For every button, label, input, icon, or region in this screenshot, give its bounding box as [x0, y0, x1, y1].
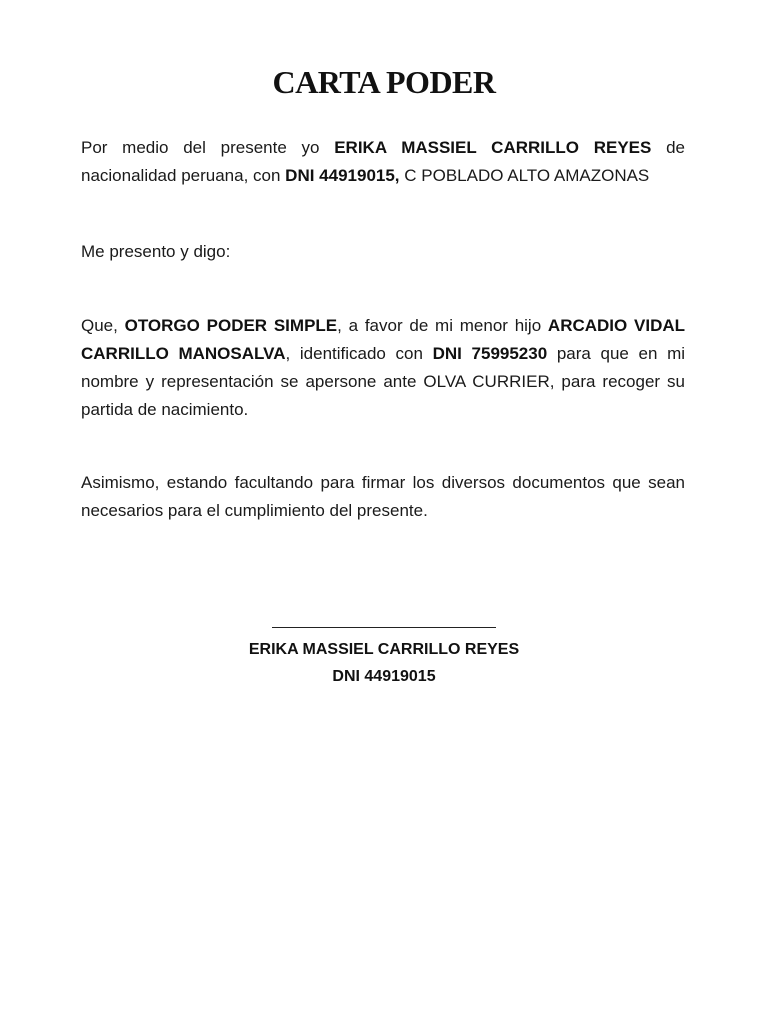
- intro-text-3: C POBLADO ALTO AMAZONAS: [399, 166, 650, 185]
- document-title: CARTA PODER: [272, 64, 496, 100]
- signature-dni: DNI 44919015: [332, 668, 436, 685]
- grantor-name: ERIKA MASSIEL CARRILLO REYES: [334, 138, 652, 157]
- intro-paragraph: [81, 134, 685, 190]
- grant-text-2: , a favor de mi menor hijo: [337, 316, 548, 335]
- grant-text-1: Que,: [81, 316, 125, 335]
- intro-text-2: de nacionalidad peruana, con: [81, 138, 685, 185]
- presentation-paragraph: Me presento y digo:: [81, 242, 231, 261]
- grant-paragraph: [81, 312, 685, 424]
- grantee-name: ARCADIO VIDAL CARRILLO MANOSALVA: [81, 316, 686, 363]
- grantee-dni: DNI 75995230: [432, 344, 548, 363]
- signature-line: [272, 627, 496, 628]
- closing-paragraph: Asimismo, estando facultando para firmar los diversos documentos que sean necesarios para el cumplimiento del presente.: [81, 473, 685, 520]
- intro-text-1: Por medio del presente yo: [81, 138, 335, 157]
- grantor-dni: DNI 44919015,: [285, 166, 400, 185]
- grant-text-3: , identificado con: [285, 344, 433, 363]
- grant-text-4: para que en mi nombre y representación se apersone ante OLVA CURRIER, para recoger su partida de nacimiento.: [81, 344, 686, 419]
- signature-name: ERIKA MASSIEL CARRILLO REYES: [248, 641, 520, 658]
- grant-type: OTORGO PODER SIMPLE: [124, 316, 338, 335]
